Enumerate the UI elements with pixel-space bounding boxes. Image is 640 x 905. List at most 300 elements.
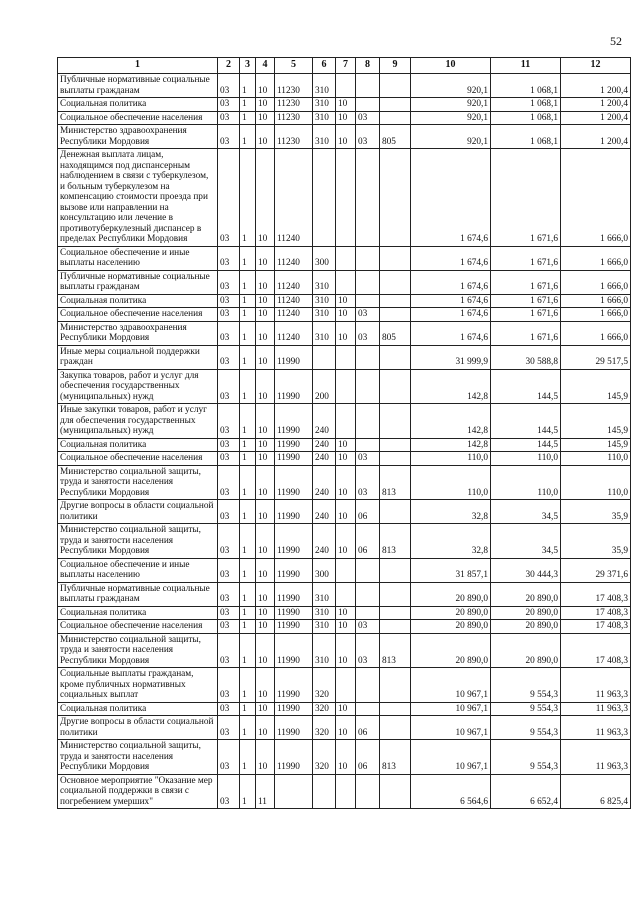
code-admin-cell: 03 — [218, 369, 240, 404]
code-expense-type-cell: 310 — [313, 74, 336, 98]
code-admin-cell: 03 — [218, 308, 240, 322]
code-subprogram-cell: 10 — [256, 404, 275, 439]
code-admin-cell: 03 — [218, 294, 240, 308]
code-ministry-cell — [380, 404, 411, 439]
code-section-cell — [336, 74, 356, 98]
code-section-cell — [336, 345, 356, 369]
amount-year2-cell: 9 554,3 — [491, 716, 561, 740]
code-expense-type-cell: 300 — [313, 558, 336, 582]
amount-year1-cell: 1 674,6 — [411, 308, 491, 322]
code-ministry-cell — [380, 294, 411, 308]
amount-year1-cell: 1 674,6 — [411, 321, 491, 345]
amount-year3-cell: 1 200,4 — [561, 98, 631, 112]
code-target-cell: 11990 — [275, 452, 313, 466]
code-target-cell: 11990 — [275, 369, 313, 404]
table-row — [58, 125, 631, 149]
code-ministry-cell — [380, 98, 411, 112]
amount-year1-cell: 142,8 — [411, 438, 491, 452]
code-subsection-cell: 03 — [356, 321, 380, 345]
code-section-cell: 10 — [336, 452, 356, 466]
amount-year3-cell: 1 666,0 — [561, 308, 631, 322]
code-expense-type-cell: 310 — [313, 582, 336, 606]
code-expense-type-cell: 200 — [313, 369, 336, 404]
code-subsection-cell — [356, 98, 380, 112]
code-subsection-cell: 06 — [356, 716, 380, 740]
code-subprogram-cell: 10 — [256, 369, 275, 404]
row-name-cell: Социальное обеспечение и иные выплаты населению — [58, 246, 218, 270]
code-target-cell: 11240 — [275, 294, 313, 308]
table-row — [58, 524, 631, 559]
table-row — [58, 740, 631, 775]
code-expense-type-cell: 310 — [313, 125, 336, 149]
code-admin-cell: 03 — [218, 740, 240, 775]
table-row — [58, 270, 631, 294]
table-row — [58, 345, 631, 369]
code-admin-cell: 03 — [218, 606, 240, 620]
amount-year2-cell: 1 671,6 — [491, 246, 561, 270]
code-program-cell: 1 — [240, 668, 256, 703]
row-name-cell: Министерство социальной защиты, труда и занятости населения Республики Мордовия — [58, 633, 218, 668]
code-admin-cell: 03 — [218, 465, 240, 500]
code-admin-cell: 03 — [218, 633, 240, 668]
code-target-cell — [275, 774, 313, 809]
code-subsection-cell: 03 — [356, 125, 380, 149]
code-expense-type-cell: 320 — [313, 668, 336, 703]
amount-year2-cell: 9 554,3 — [491, 668, 561, 703]
amount-year2-cell: 6 652,4 — [491, 774, 561, 809]
code-target-cell: 11990 — [275, 668, 313, 703]
code-subsection-cell — [356, 74, 380, 98]
amount-year3-cell: 110,0 — [561, 452, 631, 466]
header-row — [58, 58, 631, 74]
row-name-cell: Министерство социальной защиты, труда и занятости населения Республики Мордовия — [58, 465, 218, 500]
amount-year3-cell: 145,9 — [561, 369, 631, 404]
code-subsection-cell — [356, 606, 380, 620]
code-subsection-cell — [356, 702, 380, 716]
table-row — [58, 111, 631, 125]
code-expense-type-cell: 240 — [313, 452, 336, 466]
row-name-cell: Социальное обеспечение населения — [58, 620, 218, 634]
code-expense-type-cell: 310 — [313, 111, 336, 125]
code-subprogram-cell: 10 — [256, 558, 275, 582]
code-section-cell: 10 — [336, 633, 356, 668]
code-expense-type-cell: 320 — [313, 740, 336, 775]
row-name-cell: Министерство социальной защиты, труда и занятости населения Республики Мордовия — [58, 524, 218, 559]
row-name-cell: Другие вопросы в области социальной политики — [58, 716, 218, 740]
code-expense-type-cell: 320 — [313, 702, 336, 716]
code-section-cell — [336, 369, 356, 404]
code-program-cell: 1 — [240, 111, 256, 125]
code-admin-cell: 03 — [218, 404, 240, 439]
code-subsection-cell — [356, 668, 380, 703]
table-row — [58, 294, 631, 308]
table-row — [58, 308, 631, 322]
code-expense-type-cell: 310 — [313, 321, 336, 345]
code-program-cell: 1 — [240, 308, 256, 322]
code-subsection-cell: 03 — [356, 633, 380, 668]
code-subprogram-cell: 10 — [256, 633, 275, 668]
row-name-cell: Социальные выплаты гражданам, кроме публичных нормативных социальных выплат — [58, 668, 218, 703]
code-expense-type-cell: 310 — [313, 633, 336, 668]
amount-year2-cell: 20 890,0 — [491, 620, 561, 634]
column-header: 11 — [491, 58, 561, 74]
amount-year3-cell: 11 963,3 — [561, 668, 631, 703]
amount-year2-cell: 110,0 — [491, 452, 561, 466]
amount-year1-cell: 1 674,6 — [411, 149, 491, 247]
amount-year2-cell: 110,0 — [491, 465, 561, 500]
code-expense-type-cell: 240 — [313, 404, 336, 439]
amount-year2-cell: 30 444,3 — [491, 558, 561, 582]
column-header: 7 — [336, 58, 356, 74]
code-subsection-cell: 06 — [356, 740, 380, 775]
code-section-cell — [336, 149, 356, 247]
amount-year3-cell: 1 666,0 — [561, 270, 631, 294]
code-program-cell: 1 — [240, 633, 256, 668]
amount-year2-cell: 1 068,1 — [491, 125, 561, 149]
code-ministry-cell — [380, 774, 411, 809]
code-target-cell: 11990 — [275, 582, 313, 606]
amount-year1-cell: 920,1 — [411, 98, 491, 112]
code-subsection-cell: 03 — [356, 620, 380, 634]
row-name-cell: Социальное обеспечение населения — [58, 308, 218, 322]
code-admin-cell: 03 — [218, 149, 240, 247]
code-target-cell: 11240 — [275, 149, 313, 247]
amount-year3-cell: 1 666,0 — [561, 246, 631, 270]
code-admin-cell: 03 — [218, 774, 240, 809]
code-target-cell: 11230 — [275, 98, 313, 112]
code-admin-cell: 03 — [218, 270, 240, 294]
row-name-cell: Публичные нормативные социальные выплаты гражданам — [58, 270, 218, 294]
code-subsection-cell: 06 — [356, 524, 380, 559]
budget-table — [57, 57, 631, 809]
table-row — [58, 321, 631, 345]
code-subsection-cell: 06 — [356, 500, 380, 524]
code-subsection-cell: 03 — [356, 308, 380, 322]
code-ministry-cell: 813 — [380, 633, 411, 668]
code-admin-cell: 03 — [218, 438, 240, 452]
code-section-cell: 10 — [336, 500, 356, 524]
amount-year1-cell: 20 890,0 — [411, 620, 491, 634]
code-ministry-cell: 805 — [380, 125, 411, 149]
code-subsection-cell — [356, 246, 380, 270]
code-program-cell: 1 — [240, 246, 256, 270]
code-target-cell: 11990 — [275, 702, 313, 716]
code-admin-cell: 03 — [218, 74, 240, 98]
code-target-cell: 11990 — [275, 740, 313, 775]
code-ministry-cell — [380, 369, 411, 404]
code-subsection-cell — [356, 369, 380, 404]
code-expense-type-cell: 310 — [313, 294, 336, 308]
code-admin-cell: 03 — [218, 558, 240, 582]
code-admin-cell: 03 — [218, 246, 240, 270]
amount-year3-cell: 145,9 — [561, 404, 631, 439]
code-ministry-cell — [380, 702, 411, 716]
code-program-cell: 1 — [240, 369, 256, 404]
code-section-cell: 10 — [336, 524, 356, 559]
table-row — [58, 702, 631, 716]
amount-year1-cell: 31 999,9 — [411, 345, 491, 369]
amount-year1-cell: 20 890,0 — [411, 633, 491, 668]
amount-year1-cell: 1 674,6 — [411, 246, 491, 270]
code-expense-type-cell: 310 — [313, 270, 336, 294]
code-program-cell: 1 — [240, 500, 256, 524]
code-program-cell: 1 — [240, 74, 256, 98]
code-admin-cell: 03 — [218, 524, 240, 559]
code-section-cell: 10 — [336, 740, 356, 775]
code-target-cell: 11990 — [275, 438, 313, 452]
row-name-cell: Социальная политика — [58, 438, 218, 452]
table-row — [58, 98, 631, 112]
code-ministry-cell: 813 — [380, 465, 411, 500]
code-target-cell: 11240 — [275, 246, 313, 270]
code-target-cell: 11990 — [275, 606, 313, 620]
code-target-cell: 11990 — [275, 465, 313, 500]
amount-year3-cell: 1 200,4 — [561, 74, 631, 98]
code-section-cell: 10 — [336, 125, 356, 149]
code-expense-type-cell: 240 — [313, 524, 336, 559]
table-row — [58, 74, 631, 98]
amount-year2-cell: 1 671,6 — [491, 321, 561, 345]
amount-year1-cell: 110,0 — [411, 465, 491, 500]
code-ministry-cell — [380, 582, 411, 606]
code-program-cell: 1 — [240, 702, 256, 716]
code-section-cell — [336, 582, 356, 606]
amount-year1-cell: 10 967,1 — [411, 740, 491, 775]
code-ministry-cell — [380, 246, 411, 270]
amount-year1-cell: 110,0 — [411, 452, 491, 466]
code-section-cell: 10 — [336, 716, 356, 740]
code-subprogram-cell: 10 — [256, 294, 275, 308]
code-target-cell: 11230 — [275, 74, 313, 98]
code-section-cell: 10 — [336, 465, 356, 500]
code-admin-cell: 03 — [218, 345, 240, 369]
table-row — [58, 558, 631, 582]
amount-year2-cell: 30 588,8 — [491, 345, 561, 369]
amount-year3-cell: 6 825,4 — [561, 774, 631, 809]
code-subprogram-cell: 10 — [256, 500, 275, 524]
row-name-cell: Социальное обеспечение населения — [58, 111, 218, 125]
code-admin-cell: 03 — [218, 125, 240, 149]
code-subprogram-cell: 10 — [256, 524, 275, 559]
code-ministry-cell — [380, 308, 411, 322]
amount-year1-cell: 10 967,1 — [411, 716, 491, 740]
code-subprogram-cell: 10 — [256, 702, 275, 716]
code-expense-type-cell: 310 — [313, 620, 336, 634]
code-admin-cell: 03 — [218, 321, 240, 345]
code-subprogram-cell: 10 — [256, 452, 275, 466]
amount-year3-cell: 11 963,3 — [561, 702, 631, 716]
code-program-cell: 1 — [240, 716, 256, 740]
code-admin-cell: 03 — [218, 668, 240, 703]
code-subsection-cell — [356, 582, 380, 606]
code-ministry-cell — [380, 270, 411, 294]
amount-year3-cell: 145,9 — [561, 438, 631, 452]
code-program-cell: 1 — [240, 321, 256, 345]
amount-year1-cell: 31 857,1 — [411, 558, 491, 582]
code-subsection-cell — [356, 404, 380, 439]
amount-year2-cell: 144,5 — [491, 438, 561, 452]
code-program-cell: 1 — [240, 270, 256, 294]
column-header: 6 — [313, 58, 336, 74]
code-program-cell: 1 — [240, 558, 256, 582]
amount-year1-cell: 10 967,1 — [411, 702, 491, 716]
amount-year3-cell: 1 666,0 — [561, 294, 631, 308]
amount-year2-cell: 20 890,0 — [491, 582, 561, 606]
code-section-cell — [336, 774, 356, 809]
amount-year1-cell: 20 890,0 — [411, 582, 491, 606]
column-header: 10 — [411, 58, 491, 74]
code-admin-cell: 03 — [218, 716, 240, 740]
code-target-cell: 11990 — [275, 404, 313, 439]
row-name-cell: Социальное обеспечение населения — [58, 452, 218, 466]
code-target-cell: 11990 — [275, 558, 313, 582]
amount-year1-cell: 1 674,6 — [411, 294, 491, 308]
row-name-cell: Иные меры социальной поддержки граждан — [58, 345, 218, 369]
amount-year2-cell: 144,5 — [491, 404, 561, 439]
amount-year3-cell: 35,9 — [561, 500, 631, 524]
code-subsection-cell: 03 — [356, 452, 380, 466]
row-name-cell: Публичные нормативные социальные выплаты гражданам — [58, 74, 218, 98]
code-admin-cell: 03 — [218, 111, 240, 125]
code-target-cell: 11240 — [275, 270, 313, 294]
table-row — [58, 465, 631, 500]
table-row — [58, 668, 631, 703]
table-row — [58, 716, 631, 740]
code-subsection-cell: 03 — [356, 111, 380, 125]
amount-year1-cell: 1 674,6 — [411, 270, 491, 294]
code-target-cell: 11990 — [275, 345, 313, 369]
amount-year1-cell: 920,1 — [411, 111, 491, 125]
code-subsection-cell — [356, 774, 380, 809]
table-row — [58, 582, 631, 606]
code-target-cell: 11230 — [275, 111, 313, 125]
row-name-cell: Закупка товаров, работ и услуг для обеспечения государственных (муниципальных) нужд — [58, 369, 218, 404]
amount-year1-cell: 10 967,1 — [411, 668, 491, 703]
code-ministry-cell — [380, 438, 411, 452]
code-subprogram-cell: 10 — [256, 125, 275, 149]
code-ministry-cell — [380, 620, 411, 634]
code-section-cell: 10 — [336, 294, 356, 308]
amount-year3-cell: 110,0 — [561, 465, 631, 500]
code-program-cell: 1 — [240, 438, 256, 452]
code-section-cell: 10 — [336, 321, 356, 345]
amount-year3-cell: 11 963,3 — [561, 716, 631, 740]
code-program-cell: 1 — [240, 452, 256, 466]
code-program-cell: 1 — [240, 740, 256, 775]
code-subprogram-cell: 10 — [256, 111, 275, 125]
code-expense-type-cell: 310 — [313, 606, 336, 620]
code-target-cell: 11990 — [275, 716, 313, 740]
row-name-cell: Публичные нормативные социальные выплаты гражданам — [58, 582, 218, 606]
column-header: 1 — [58, 58, 218, 74]
code-subsection-cell — [356, 558, 380, 582]
code-ministry-cell: 813 — [380, 740, 411, 775]
code-program-cell: 1 — [240, 149, 256, 247]
amount-year3-cell: 35,9 — [561, 524, 631, 559]
code-program-cell: 1 — [240, 582, 256, 606]
amount-year3-cell: 17 408,3 — [561, 582, 631, 606]
amount-year3-cell: 1 666,0 — [561, 321, 631, 345]
column-header: 3 — [240, 58, 256, 74]
amount-year2-cell: 34,5 — [491, 500, 561, 524]
table-row — [58, 633, 631, 668]
code-ministry-cell — [380, 452, 411, 466]
code-ministry-cell — [380, 149, 411, 247]
code-admin-cell: 03 — [218, 582, 240, 606]
row-name-cell: Министерство здравоохранения Республики Мордовия — [58, 321, 218, 345]
code-ministry-cell: 813 — [380, 524, 411, 559]
column-header: 4 — [256, 58, 275, 74]
code-program-cell: 1 — [240, 294, 256, 308]
code-section-cell: 10 — [336, 620, 356, 634]
code-section-cell — [336, 558, 356, 582]
code-ministry-cell — [380, 345, 411, 369]
code-admin-cell: 03 — [218, 620, 240, 634]
code-program-cell: 1 — [240, 620, 256, 634]
code-subprogram-cell: 10 — [256, 270, 275, 294]
code-target-cell: 11240 — [275, 321, 313, 345]
code-subprogram-cell: 10 — [256, 98, 275, 112]
code-target-cell: 11240 — [275, 308, 313, 322]
code-subprogram-cell: 10 — [256, 438, 275, 452]
amount-year2-cell: 20 890,0 — [491, 606, 561, 620]
code-subsection-cell: 03 — [356, 465, 380, 500]
table-row — [58, 606, 631, 620]
code-admin-cell: 03 — [218, 452, 240, 466]
code-subsection-cell — [356, 270, 380, 294]
code-admin-cell: 03 — [218, 702, 240, 716]
amount-year1-cell: 6 564,6 — [411, 774, 491, 809]
code-expense-type-cell: 240 — [313, 500, 336, 524]
amount-year2-cell: 1 671,6 — [491, 294, 561, 308]
code-program-cell: 1 — [240, 345, 256, 369]
row-name-cell: Социальная политика — [58, 606, 218, 620]
amount-year3-cell: 29 517,5 — [561, 345, 631, 369]
code-expense-type-cell — [313, 774, 336, 809]
code-program-cell: 1 — [240, 98, 256, 112]
amount-year1-cell: 20 890,0 — [411, 606, 491, 620]
page-number: 52 — [610, 34, 622, 48]
amount-year2-cell: 1 671,6 — [491, 270, 561, 294]
row-name-cell: Социальная политика — [58, 702, 218, 716]
code-subprogram-cell: 10 — [256, 620, 275, 634]
code-ministry-cell — [380, 74, 411, 98]
row-name-cell: Другие вопросы в области социальной политики — [58, 500, 218, 524]
amount-year2-cell: 144,5 — [491, 369, 561, 404]
code-admin-cell: 03 — [218, 98, 240, 112]
code-subprogram-cell: 10 — [256, 740, 275, 775]
amount-year2-cell: 9 554,3 — [491, 702, 561, 716]
code-target-cell: 11990 — [275, 500, 313, 524]
code-program-cell: 1 — [240, 606, 256, 620]
code-ministry-cell — [380, 716, 411, 740]
amount-year3-cell: 29 371,6 — [561, 558, 631, 582]
code-section-cell: 10 — [336, 111, 356, 125]
amount-year3-cell: 1 200,4 — [561, 125, 631, 149]
amount-year1-cell: 142,8 — [411, 369, 491, 404]
row-name-cell: Социальное обеспечение и иные выплаты населению — [58, 558, 218, 582]
code-expense-type-cell: 320 — [313, 716, 336, 740]
amount-year3-cell: 1 666,0 — [561, 149, 631, 247]
code-subprogram-cell: 10 — [256, 345, 275, 369]
code-subprogram-cell: 10 — [256, 321, 275, 345]
table-row — [58, 404, 631, 439]
amount-year3-cell: 17 408,3 — [561, 606, 631, 620]
code-target-cell: 11990 — [275, 620, 313, 634]
code-program-cell: 1 — [240, 404, 256, 439]
code-target-cell: 11230 — [275, 125, 313, 149]
code-ministry-cell: 805 — [380, 321, 411, 345]
